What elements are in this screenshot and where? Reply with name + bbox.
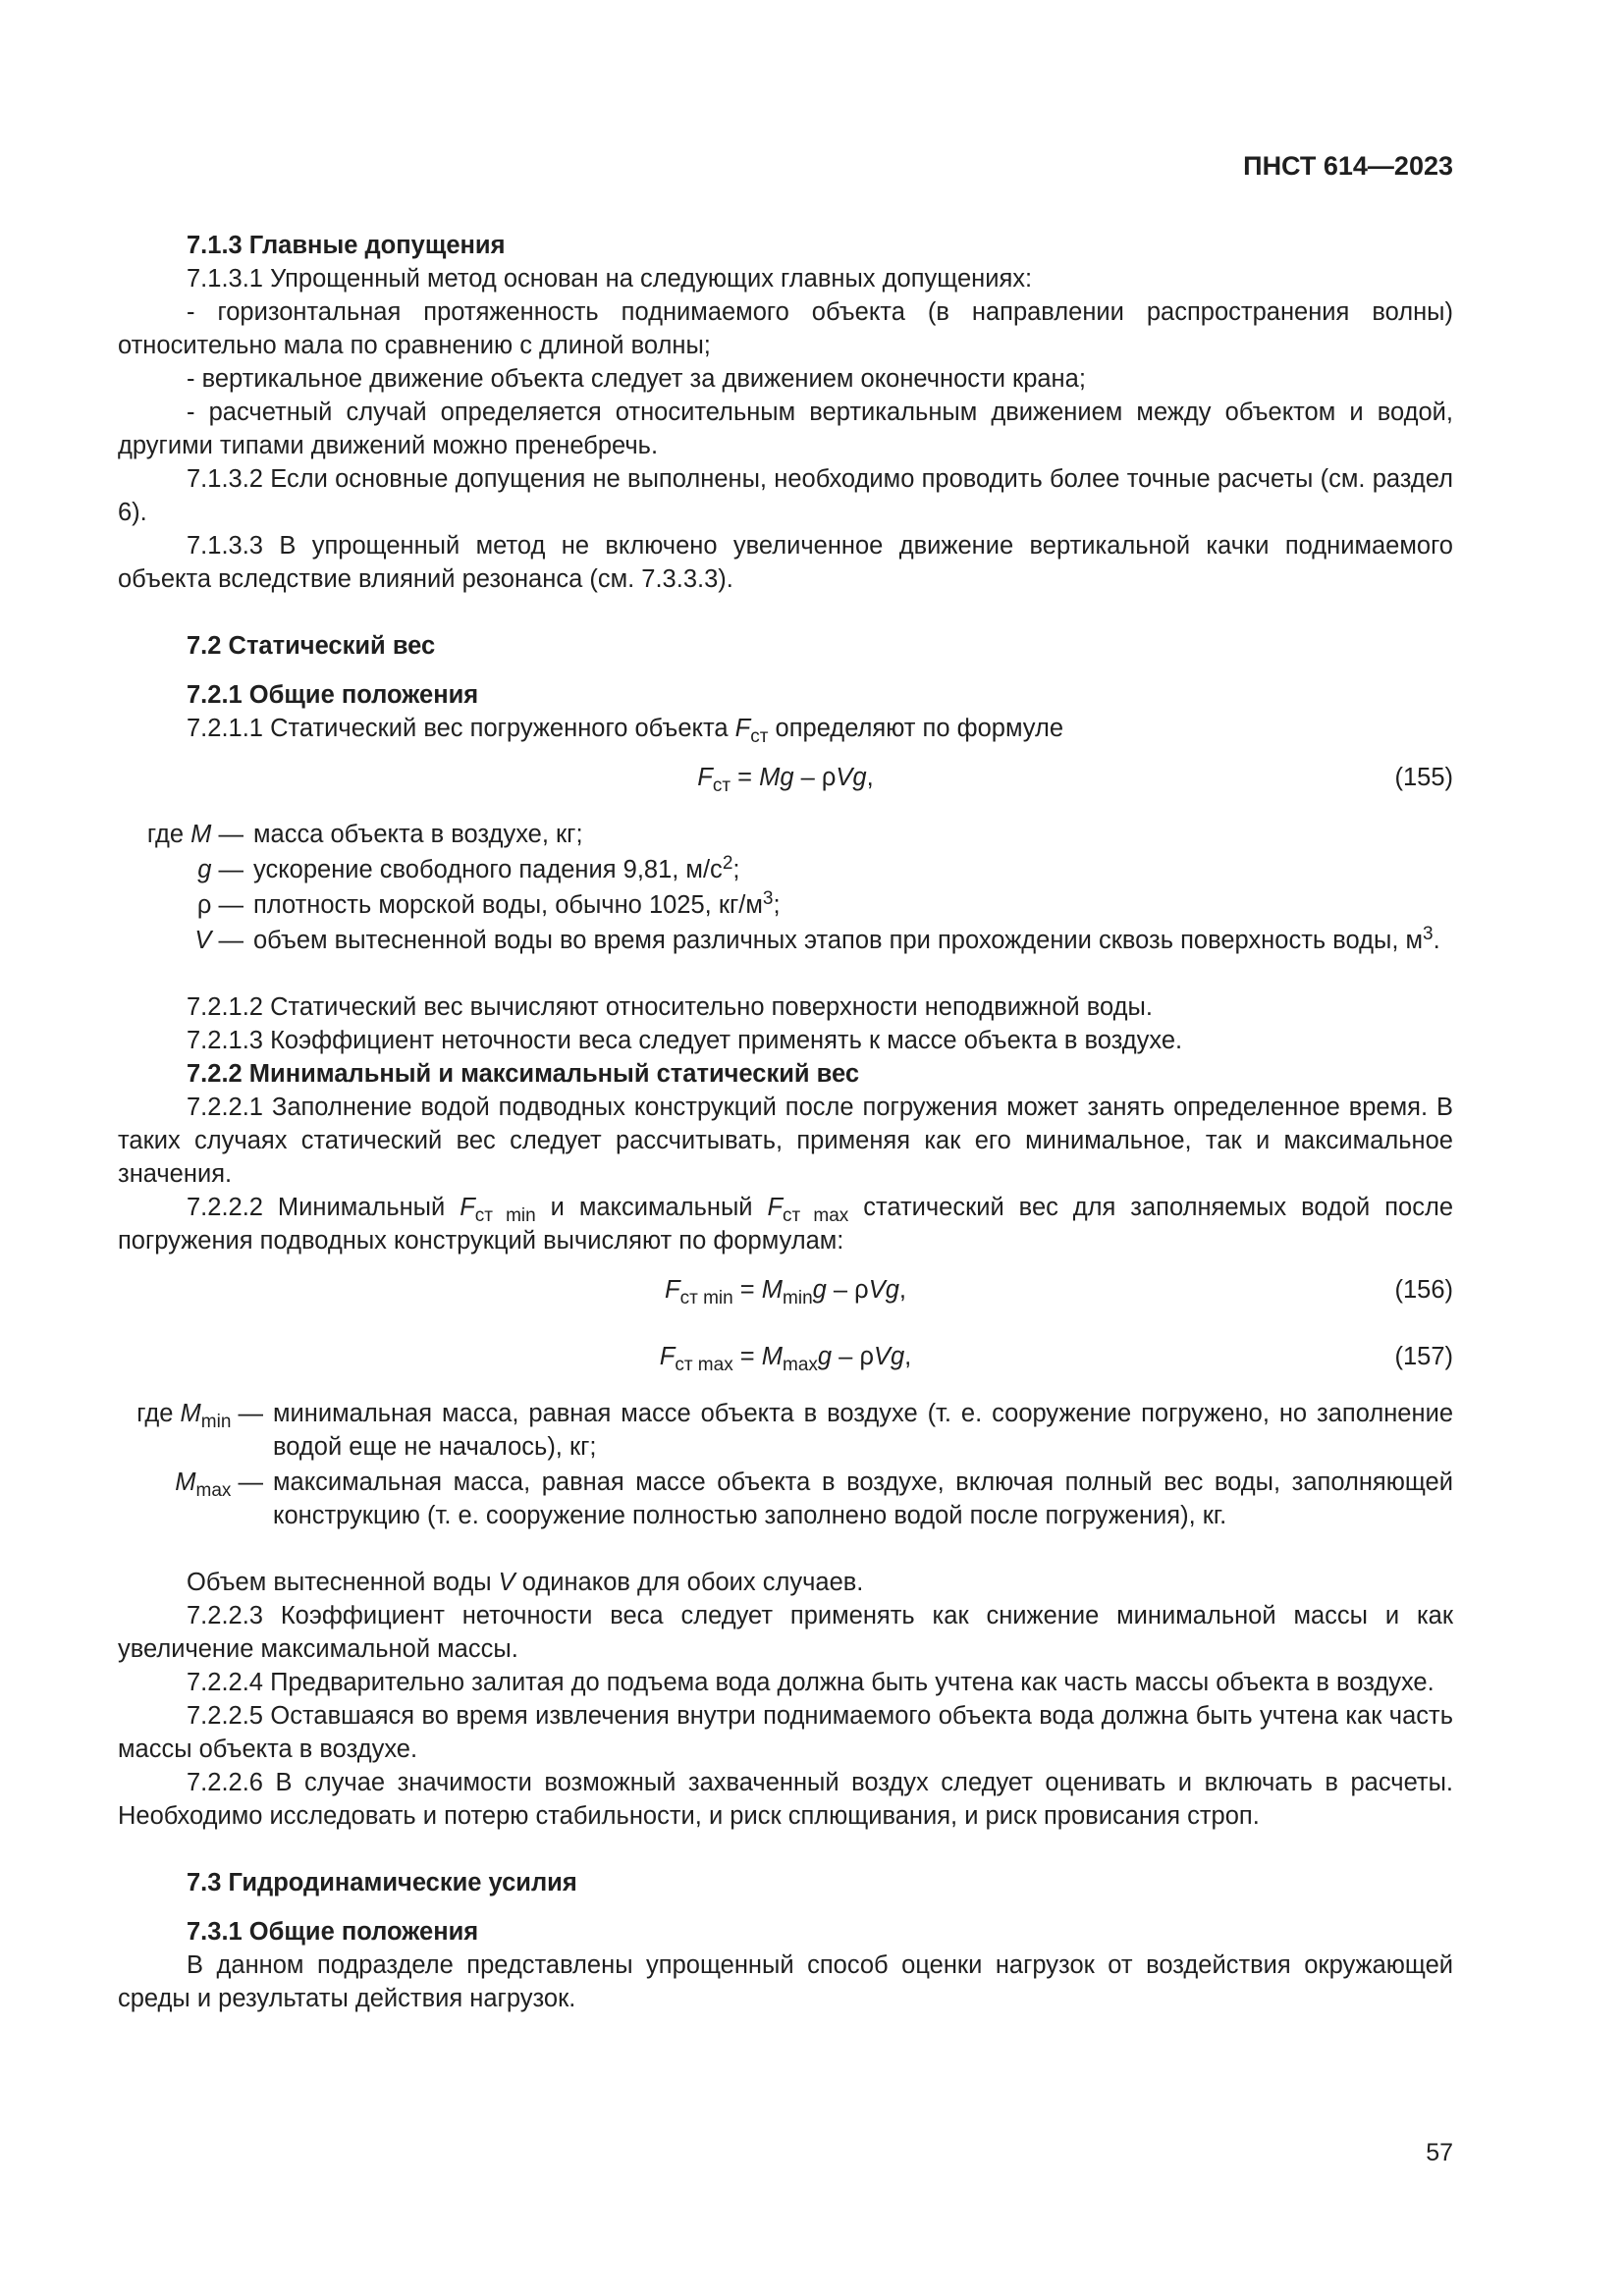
- def-text-mmin: минимальная масса, равная массе объекта в воздухе (т. е. сооружение погружено, но заполнение водой еще не началось), кг;: [273, 1400, 1453, 1461]
- formula-157-expr: $F_{ст max} = M_{max}g - \rho Vg$,: [659, 1343, 912, 1375]
- formula-155-expr: $F_{ст} = Mg - \rho Vg$,: [697, 764, 874, 796]
- def-term-g: g —: [197, 856, 244, 883]
- def-text-g: ускорение свободного падения 9,81, $м/с^2$;: [253, 853, 740, 883]
- definitions-156-157: [118, 1397, 1453, 1532]
- formula-156: [118, 1265, 1453, 1324]
- formula-157-number: (157): [1394, 1343, 1453, 1370]
- formula-157: [118, 1332, 1453, 1391]
- def-term-M: где M —: [146, 821, 244, 848]
- para-7-1-3-2: 7.1.3.2 Если основные допущения не выполнены, необходимо проводить более точные расчеты (см. раздел 6).: [118, 465, 1453, 526]
- def-text-rho: плотность морской воды, обычно 1025, $кг/м^3$;: [253, 888, 781, 919]
- para-7-1-3-1: 7.1.3.1 Упрощенный метод основан на следующих главных допущениях:: [187, 265, 1033, 293]
- para-7-2-2-6: 7.2.2.6 В случае значимости возможный захваченный воздух следует оценивать и включать в расчеты. Необходимо исследовать и потерю стабильности, и риск сплющивания, и риск провисания строп.: [118, 1769, 1453, 1830]
- definitions-155: [118, 818, 1453, 957]
- para-7-2-2-3: 7.2.2.3 Коэффициент неточности веса следует применять как снижение минимальной массы и как увеличение максимальной массы.: [118, 1602, 1453, 1663]
- heading-7-2-1: 7.2.1 Общие положения: [187, 681, 479, 709]
- heading-7-3-1: 7.3.1 Общие положения: [187, 1918, 479, 1946]
- formula-155: [118, 753, 1453, 812]
- para-7-2-2-1: 7.2.2.1 Заполнение водой подводных конструкций после погружения может занять определенное время. В таких случаях статический вес следует рассчитывать, применяя как его минимальное, так и максимальное значения.: [118, 1094, 1453, 1188]
- para-7-3-1: В данном подразделе представлены упрощенный способ оценки нагрузок от воздействия окружающей среды и результаты действия нагрузок.: [118, 1951, 1453, 2012]
- para-7-2-1-3: 7.2.1.3 Коэффициент неточности веса следует применять к массе объекта в воздухе.: [187, 1027, 1183, 1054]
- heading-7-2-2: 7.2.2 Минимальный и максимальный статический вес: [187, 1060, 860, 1088]
- formula-156-number: (156): [1394, 1276, 1453, 1304]
- bullet-2: - вертикальное движение объекта следует за движением оконечности крана;: [187, 365, 1086, 393]
- bullet-3: - расчетный случай определяется относительным вертикальным движением между объектом и водой, другими типами движений можно пренебречь.: [118, 399, 1453, 459]
- para-7-2-2-5: 7.2.2.5 Оставшаяся во время извлечения внутри поднимаемого объекта вода должна быть учтена как часть массы объекта в воздухе.: [118, 1702, 1453, 1763]
- para-7-2-1-2: 7.2.1.2 Статический вес вычисляют относительно поверхности неподвижной воды.: [187, 993, 1153, 1021]
- page-content: [118, 229, 1453, 2015]
- def-text-M: масса объекта в воздухе, кг;: [253, 821, 583, 848]
- formula-156-expr: $F_{ст min} = M_{min}g - \rho Vg$,: [665, 1276, 906, 1308]
- def-text-V: объем вытесненной воды во время различных этапов при прохождении сквозь поверхность воды, $м^3$.: [253, 924, 1440, 954]
- para-volume: Объем вытесненной воды V одинаков для обоих случаев.: [187, 1569, 864, 1596]
- formula-155-number: (155): [1394, 764, 1453, 791]
- bullet-1: - горизонтальная протяженность поднимаемого объекта (в направлении распространения волны) относительно мала по сравнению с длиной волны;: [118, 298, 1453, 359]
- page-number: 57: [1426, 2139, 1453, 2166]
- document-id: ПНСТ 614—2023: [1243, 151, 1453, 181]
- para-7-2-2-2: 7.2.2.2 Минимальный $F_{ст min}$ и максимальный $F_{ст max}$ статический вес для заполняемых водой после погружения подводных конструкций вычисляют по формулам:: [118, 1194, 1454, 1255]
- def-text-mmax: максимальная масса, равная массе объекта в воздухе, включая полный вес воды, заполняющей конструкцию (т. е. сооружение полностью заполнено водой после погружения), кг.: [273, 1468, 1453, 1529]
- para-7-2-2-4: 7.2.2.4 Предварительно залитая до подъема вода должна быть учтена как часть массы объекта в воздухе.: [187, 1669, 1435, 1696]
- para-7-2-1-1: 7.2.1.1 Статический вес погруженного объекта $F_{ст}$ определяют по формуле: [187, 715, 1064, 747]
- heading-7-2: 7.2 Статический вес: [187, 632, 436, 660]
- para-7-1-3-3: 7.1.3.3 В упрощенный метод не включено увеличенное движение вертикальной качки поднимаемого объекта вследствие влияний резонанса (см. 7.3.3.3).: [118, 532, 1453, 593]
- def-term-rho: ρ —: [196, 891, 244, 919]
- def-term-mmax: $M_{max}$ —: [175, 1468, 263, 1501]
- heading-7-3: 7.3 Гидродинамические усилия: [187, 1869, 577, 1896]
- heading-7-1-3: 7.1.3 Главные допущения: [187, 232, 506, 259]
- def-term-mmin: где $M_{min}$ —: [136, 1400, 263, 1432]
- def-term-V: V —: [194, 927, 244, 954]
